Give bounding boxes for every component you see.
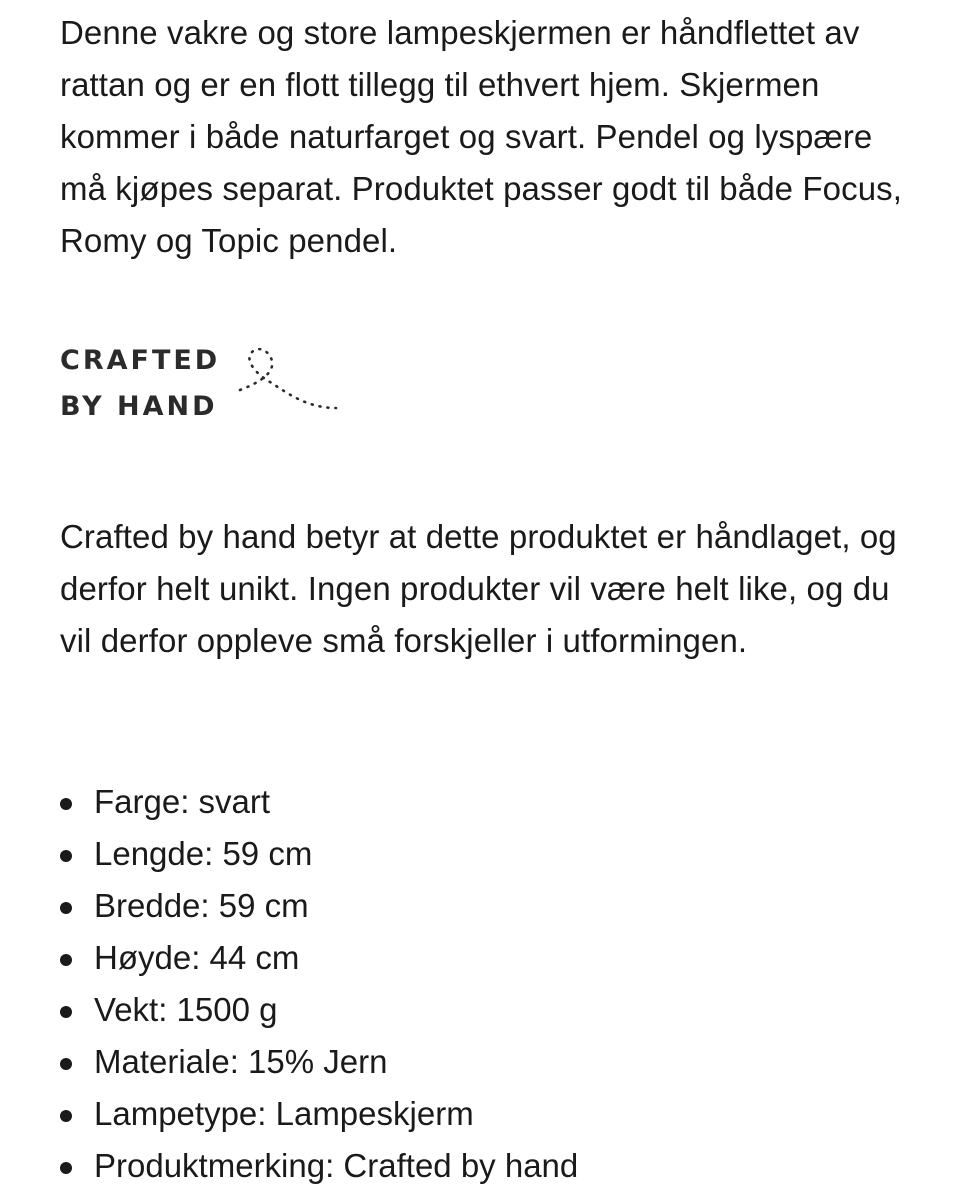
badge-text	[60, 338, 220, 430]
spec-product-label: Produktmerking: Crafted by hand	[60, 1140, 578, 1192]
spec-lamp-type: Lampetype: Lampeskjerm	[60, 1088, 578, 1140]
dotted-thread-loop-icon	[236, 338, 346, 418]
spec-length: Lengde: 59 cm	[60, 828, 578, 880]
spec-height: Høyde: 44 cm	[60, 932, 578, 984]
spec-color: Farge: svart	[60, 776, 578, 828]
crafted-by-hand-paragraph: Crafted by hand betyr at dette produktet er håndlaget, og derfor helt unikt. Ingen produkter vil være helt like, og du vil derfor oppleve små forskjeller i utformingen.	[60, 518, 897, 659]
spec-list	[60, 776, 578, 1192]
spec-width: Bredde: 59 cm	[60, 880, 578, 932]
intro-paragraph: Denne vakre og store lampeskjermen er håndflettet av rattan og er en flott tillegg til ethvert hjem. Skjermen kommer i både naturfarget og svart. Pendel og lyspære må kjøpes separat. Produktet passer godt til både Focus, Romy og Topic pendel.	[60, 14, 903, 259]
spec-weight: Vekt: 1500 g	[60, 984, 578, 1036]
spec-material: Materiale: 15% Jern	[60, 1036, 578, 1088]
badge-line-1: CRAFTED	[60, 345, 221, 376]
crafted-by-hand-badge	[60, 338, 360, 428]
badge-line-2: BY HAND	[60, 391, 218, 422]
